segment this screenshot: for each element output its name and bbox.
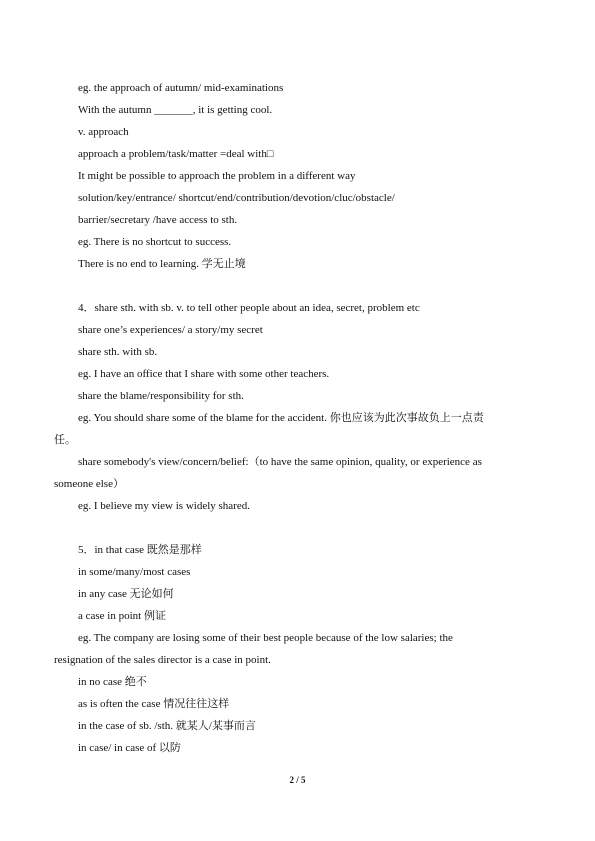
text-line: eg. I have an office that I share with some other teachers. [78,368,330,380]
text-line: v. approach [78,126,129,138]
text-line: eg. The company are losing some of their best people because of the low salaries; the [78,632,453,644]
page-number: 2 / 5 [289,775,306,785]
section-heading-5: 5．in that case 既然是那样 [78,544,202,556]
text-line: share sth. with sb. [78,346,158,358]
text-line: approach a problem/task/matter =deal with□ [78,148,274,160]
text-line: someone else） [54,478,124,490]
text-line: a case in point 例证 [78,610,166,622]
text-line: share somebody's view/concern/belief:（to have the same opinion, quality, or experience as [78,456,482,468]
text-line: 任。 [54,434,76,446]
text-line: It might be possible to approach the problem in a different way [78,170,356,182]
text-line: resignation of the sales director is a case in point. [54,654,271,666]
text-line: in the case of sb. /sth. 就某人/某事而言 [78,720,256,732]
text-line: eg. You should share some of the blame for the accident. 你也应该为此次事故负上一点责 [78,412,484,424]
text-line: in no case 绝不 [78,676,147,688]
text-line: in any case 无论如何 [78,588,174,600]
text-line: barrier/secretary /have access to sth. [78,214,238,226]
text-line: in some/many/most cases [78,566,191,578]
text-line: share the blame/responsibility for sth. [78,390,244,402]
text-line: as is often the case 情况往往这样 [78,698,230,710]
text-line: eg. the approach of autumn/ mid-examinations [78,82,284,94]
section-heading-4: 4．share sth. with sb. v. to tell other people about an idea, secret, problem etc [78,302,420,314]
text-line: eg. I believe my view is widely shared. [78,500,250,512]
text-line: solution/key/entrance/ shortcut/end/contribution/devotion/cluc/obstacle/ [78,192,395,204]
text-line: in case/ in case of 以防 [78,742,181,754]
text-line: share one’s experiences/ a story/my secret [78,324,263,336]
text-line: eg. There is no shortcut to success. [78,236,232,248]
text-line: There is no end to learning. 学无止境 [78,258,246,270]
text-line: With the autumn _______, it is getting cool. [78,104,273,116]
